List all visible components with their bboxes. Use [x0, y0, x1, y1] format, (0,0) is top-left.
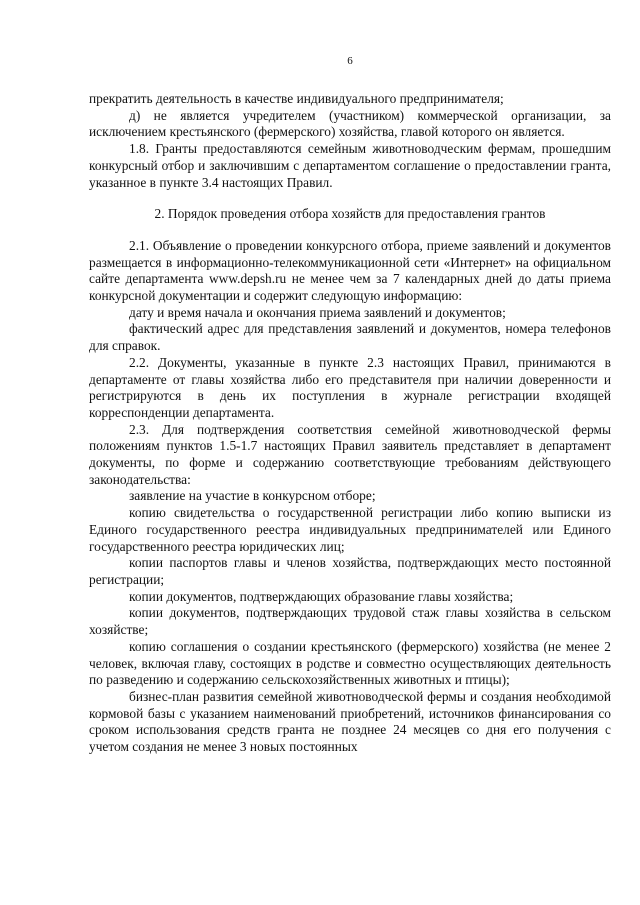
paragraph-2-2: 2.2. Документы, указанные в пункте 2.3 настоящих Правил, принимаются в департаменте от главы хозяйства либо его представителя при наличии доверенности и регистрируются в день их поступления в журнале регистрации входящей корреспонденции департамента.	[89, 354, 611, 420]
list-item-passport-copies: копии паспортов главы и членов хозяйства, подтверждающих место постоянной регистрации;	[89, 555, 611, 587]
list-item-farm-agreement: копию соглашения о создании крестьянского (фермерского) хозяйства (не менее 2 человек, включая главу, состоящих в родстве и совместно осуществляющих деятельность по разведению и содержанию сельскохозяйственных животных и птицы);	[89, 638, 611, 688]
paragraph-2-3: 2.3. Для подтверждения соответствия семейной животноводческой фермы положениям пунктов 1.5-1.7 настоящих Правил заявитель представляет в департамент документы, по форме и содержанию соответствующие требованиям действующего законодательства:	[89, 421, 611, 487]
list-item-business-plan: бизнес-план развития семейной животноводческой фермы и создания необходимой кормовой базы с указанием наименований приобретений, источников финансирования со сроком использования средств гранта не позднее 24 месяцев со дня его получения с учетом создания не менее 3 новых постоянных	[89, 688, 611, 755]
list-item-application: заявление на участие в конкурсном отборе;	[129, 488, 376, 504]
paragraph-address: фактический адрес для представления заявлений и документов, номера телефонов для справок.	[89, 321, 611, 354]
page-number: 6	[347, 55, 353, 67]
document-body	[89, 91, 611, 756]
list-item-registration-copy: копию свидетельства о государственной регистрации либо копию выписки из Единого государственного реестра индивидуальных предпринимателей или Единого государственного реестра юридических лиц;	[89, 505, 611, 554]
paragraph-1-8: 1.8. Гранты предоставляются семейным животноводческим фермам, прошедшим конкурсный отбор и заключившим с департаментом соглашение о предоставлении гранта, указанное в пункте 3.4 настоящих Правил.	[89, 141, 611, 190]
paragraph-date-time: дату и время начала и окончания приема заявлений и документов;	[129, 304, 506, 320]
paragraph-continuation: прекратить деятельность в качестве индивидуального предпринимателя;	[89, 91, 504, 106]
list-item-education-docs: копии документов, подтверждающих образование главы хозяйства;	[129, 588, 514, 604]
paragraph-item-d: д) не является учредителем (участником) коммерческой организации, за исключением крестьянского (фермерского) хозяйства, главой которого он является.	[89, 107, 611, 140]
list-item-work-experience-docs: копии документов, подтверждающих трудовой стаж главы хозяйства в сельском хозяйстве;	[89, 605, 611, 638]
paragraph-2-1: 2.1. Объявление о проведении конкурсного отбора, приеме заявлений и документов размещается в информационно-телекоммуникационной сети «Интернет» на официальном сайте департамента www.depsh.ru не менее чем за 7 календарных дней до даты приема конкурсной документации и содержит следующую информацию:	[89, 237, 611, 304]
section-heading: 2. Порядок проведения отбора хозяйств для предоставления грантов	[154, 206, 546, 222]
